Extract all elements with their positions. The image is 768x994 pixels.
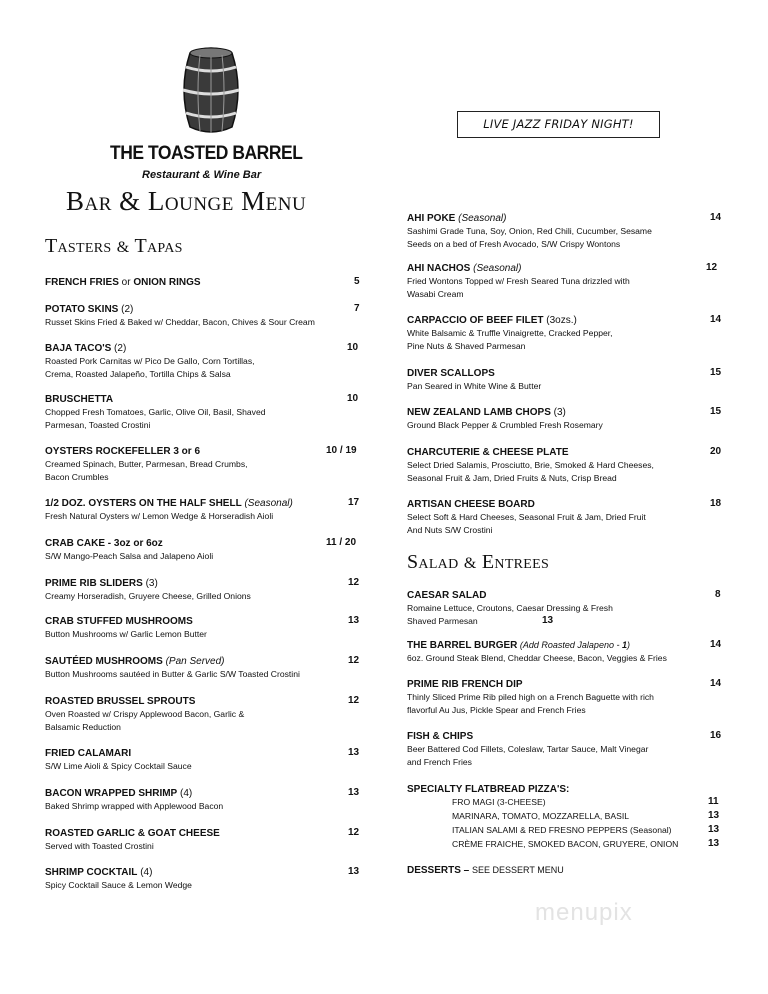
menu-item-ahi-poke	[407, 212, 652, 250]
item-desc: S/W Lime Aioli & Spicy Cocktail Sauce	[45, 761, 192, 771]
menu-item-crab-stuffed-mushrooms	[45, 615, 207, 641]
item-price: 13	[348, 787, 360, 798]
item-desc: Pine Nuts & Shaved Parmesan	[407, 340, 526, 351]
flatbread-price: 13	[708, 810, 720, 821]
item-note: (Pan Served)	[162, 656, 225, 667]
item-note: (Seasonal)	[455, 213, 507, 224]
item-desc: Button Mushrooms sautéed in Butter & Garlic S/W Toasted Crostini	[45, 669, 300, 679]
item-note-end: )	[626, 640, 630, 650]
item-price: 8	[715, 589, 721, 600]
menu-item-barrel-burger	[407, 639, 667, 665]
desserts-line	[407, 864, 564, 877]
desserts-text: SEE DESSERT MENU	[472, 865, 564, 875]
item-desc: Crema, Roasted Jalapeño, Tortilla Chips & Salsa	[45, 368, 231, 379]
brand-subtitle: Restaurant & Wine Bar	[142, 169, 262, 181]
section-title-amp: &	[116, 239, 130, 256]
watermark: menupix	[535, 899, 633, 926]
item-price: 16	[710, 730, 722, 741]
item-qty: (2)	[118, 304, 134, 315]
item-desc: Creamed Spinach, Butter, Parmesan, Bread Crumbs,	[45, 459, 248, 469]
item-note: (Add Roasted Jalapeno -	[517, 640, 622, 650]
item-qty: (4)	[137, 867, 153, 878]
item-name: FISH & CHIPS	[407, 731, 474, 742]
menu-item-ahi-nachos	[407, 262, 630, 300]
item-desc: flavorful Au Jus, Pickle Spear and French Fries	[407, 704, 586, 715]
item-name: ROASTED GARLIC & GOAT CHEESE	[45, 828, 220, 839]
item-price-secondary: 13	[542, 615, 554, 626]
item-desc: and French Fries	[407, 756, 472, 767]
item-desc: Ground Black Pepper & Crumbled Fresh Rosemary	[407, 420, 603, 430]
item-qty: (3ozs.)	[543, 315, 577, 326]
item-price: 15	[710, 367, 722, 378]
section-title-part: Tasters	[45, 235, 112, 257]
menu-item-charcuterie	[407, 446, 654, 484]
menu-title: Bar & Lounge Menu	[66, 186, 307, 216]
item-name: ROASTED BRUSSEL SPROUTS	[45, 696, 196, 707]
item-price: 11 / 20	[326, 537, 357, 548]
menu-item-oysters-rockefeller	[45, 445, 248, 483]
item-name: CAESAR SALAD	[407, 590, 487, 601]
section-title-part: Entrees	[481, 551, 550, 573]
item-desc: Roasted Pork Carnitas w/ Pico De Gallo, Corn Tortillas,	[45, 356, 255, 366]
item-desc: Pan Seared in White Wine & Butter	[407, 381, 542, 391]
item-desc: Balsamic Reduction	[45, 721, 121, 732]
item-name: 1/2 DOZ. OYSTERS ON THE HALF SHELL	[45, 498, 242, 509]
menu-item-potato-skins	[45, 303, 315, 329]
menu-item-shrimp-cocktail	[45, 866, 192, 892]
item-desc: Fried Wontons Topped w/ Fresh Seared Tuna drizzled with	[407, 276, 630, 286]
item-desc: Oven Roasted w/ Crispy Applewood Bacon, Garlic &	[45, 709, 245, 719]
item-desc: Seeds on a bed of Fresh Avocado, S/W Crispy Wontons	[407, 238, 621, 249]
barrel-logo	[180, 45, 242, 135]
item-name: SHRIMP COCKTAIL	[45, 867, 138, 878]
menu-item-lamb-chops	[407, 406, 603, 432]
item-price: 13	[348, 747, 360, 758]
section-title-entrees	[407, 551, 549, 574]
item-name: BAJA TACO'S	[45, 343, 112, 354]
item-price: 20	[710, 446, 722, 457]
item-desc: Sashimi Grade Tuna, Soy, Onion, Red Chili, Cucumber, Sesame	[407, 226, 652, 236]
item-price: 5	[354, 276, 360, 287]
item-name: BACON WRAPPED SHRIMP	[45, 788, 178, 799]
item-price: 13	[348, 615, 360, 626]
menu-item-diver-scallops	[407, 367, 541, 393]
item-name: AHI POKE	[407, 213, 456, 224]
item-name: AHI NACHOS	[407, 263, 471, 274]
item-name: BRUSCHETTA	[45, 394, 114, 405]
desserts-label: DESSERTS –	[407, 865, 473, 876]
menu-item-sauteed-mushrooms	[45, 655, 300, 681]
item-price: 10 / 19	[326, 445, 357, 456]
section-title-amp: &	[463, 555, 477, 572]
menu-item-baja-tacos	[45, 342, 255, 380]
flatbread-item: CRÈME FRAICHE, SMOKED BACON, GRUYERE, ONION	[452, 839, 679, 849]
menu-item-brussel-sprouts	[45, 695, 244, 733]
item-price: 7	[354, 303, 360, 314]
item-price: 10	[347, 342, 359, 353]
item-price: 14	[710, 314, 722, 325]
item-desc: Served with Toasted Crostini	[45, 841, 154, 851]
item-desc: Seasonal Fruit & Jam, Dried Fruits & Nuts, Crisp Bread	[407, 472, 617, 483]
item-price: 12	[348, 655, 360, 666]
item-desc: Shaved Parmesan	[407, 615, 478, 626]
item-name: FRIED CALAMARI	[45, 748, 132, 759]
item-desc: Creamy Horseradish, Gruyere Cheese, Grilled Onions	[45, 591, 251, 601]
item-desc: Bacon Crumbles	[45, 471, 109, 482]
flatbread-title: SPECIALTY FLATBREAD PIZZA'S:	[407, 784, 570, 795]
item-desc: And Nuts S/W Crostini	[407, 524, 493, 535]
menu-item-bruschetta	[45, 393, 266, 431]
menu-item-fish-chips	[407, 730, 648, 768]
item-desc: Select Dried Salamis, Prosciutto, Brie, Smoked & Hard Cheeses,	[407, 460, 654, 470]
menu-item-garlic-goat-cheese	[45, 827, 220, 853]
item-name: CHARCUTERIE & CHEESE PLATE	[407, 447, 569, 458]
menu-item-fried-calamari	[45, 747, 192, 773]
item-price: 12	[348, 827, 360, 838]
item-desc: Beer Battered Cod Fillets, Coleslaw, Tartar Sauce, Malt Vinegar	[407, 744, 649, 754]
item-name: POTATO SKINS	[45, 304, 119, 315]
flatbread-item: MARINARA, TOMATO, MOZZARELLA, BASIL	[452, 811, 630, 821]
menu-item-carpaccio	[407, 314, 613, 352]
item-price: 10	[347, 393, 359, 404]
item-name: CARPACCIO OF BEEF FILET	[407, 315, 544, 326]
section-title-part: Tapas	[134, 235, 183, 257]
menu-item-bacon-wrapped-shrimp	[45, 787, 223, 813]
item-name: PRIME RIB SLIDERS	[45, 578, 143, 589]
flatbread-item: FRO MAGI (3-CHEESE)	[452, 797, 546, 807]
item-name: DIVER SCALLOPS	[407, 368, 495, 379]
menu-item-prime-rib-sliders	[45, 577, 251, 603]
item-desc: Russet Skins Fried & Baked w/ Cheddar, Bacon, Chives & Sour Cream	[45, 317, 315, 327]
menu-item-crab-cake	[45, 537, 213, 563]
item-qty: (4)	[177, 788, 193, 799]
item-note: (Seasonal)	[241, 498, 293, 509]
item-desc: Button Mushrooms w/ Garlic Lemon Butter	[45, 629, 207, 639]
menu-item-artisan-cheese	[407, 498, 646, 536]
flatbread-price: 13	[708, 838, 720, 849]
jazz-banner: LIVE JAZZ FRIDAY NIGHT!	[457, 111, 660, 138]
item-price: 12	[348, 695, 360, 706]
item-name-secondary: ONION RINGS	[133, 277, 201, 288]
item-desc: Baked Shrimp wrapped with Applewood Bacon	[45, 801, 224, 811]
item-price: 12	[348, 577, 360, 588]
item-price: 17	[348, 497, 360, 508]
item-name: SAUTÉED MUSHROOMS	[45, 656, 163, 667]
menu-item-french-fries	[45, 276, 201, 289]
menu-item-half-shell-oysters	[45, 497, 293, 523]
menu-item-caesar-salad	[407, 589, 613, 627]
item-desc: Spicy Cocktail Sauce & Lemon Wedge	[45, 880, 192, 890]
item-connector: or	[118, 277, 134, 288]
item-name: THE BARREL BURGER	[407, 640, 518, 651]
item-price: 14	[710, 639, 722, 650]
item-note-price: 1	[621, 640, 627, 650]
item-price: 18	[710, 498, 722, 509]
item-price: 12	[706, 262, 718, 273]
section-title-part: Salad	[407, 551, 459, 573]
item-qty: (3)	[550, 407, 566, 418]
item-name: NEW ZEALAND LAMB CHOPS	[407, 407, 551, 418]
item-desc: Fresh Natural Oysters w/ Lemon Wedge & Horseradish Aioli	[45, 511, 274, 521]
item-desc: Romaine Lettuce, Croutons, Caesar Dressing & Fresh	[407, 603, 613, 613]
item-qty: (2)	[111, 343, 127, 354]
item-qty: (3)	[142, 578, 158, 589]
item-desc: Chopped Fresh Tomatoes, Garlic, Olive Oil, Basil, Shaved	[45, 407, 266, 417]
flatbread-price: 13	[708, 824, 720, 835]
item-name: ARTISAN CHEESE BOARD	[407, 499, 535, 510]
item-note: (Seasonal)	[470, 263, 522, 274]
item-desc: S/W Mango-Peach Salsa and Jalapeno Aioli	[45, 551, 214, 561]
item-price: 14	[710, 678, 722, 689]
flatbread-item: ITALIAN SALAMI & RED FRESNO PEPPERS (Seasonal)	[452, 825, 672, 835]
item-price: 13	[348, 866, 360, 877]
brand-name: THE TOASTED BARREL	[110, 143, 303, 164]
item-name: OYSTERS ROCKEFELLER 3 or 6	[45, 446, 201, 457]
item-desc: 6oz. Ground Steak Blend, Cheddar Cheese, Bacon, Veggies & Fries	[407, 653, 667, 663]
item-name: CRAB STUFFED MUSHROOMS	[45, 616, 193, 627]
item-price: 15	[710, 406, 722, 417]
item-name: CRAB CAKE - 3oz or 6oz	[45, 538, 163, 549]
item-desc: Select Soft & Hard Cheeses, Seasonal Fruit & Jam, Dried Fruit	[407, 512, 646, 522]
item-desc: Parmesan, Toasted Crostini	[45, 419, 151, 430]
item-name: PRIME RIB FRENCH DIP	[407, 679, 523, 690]
section-title-tasters	[45, 235, 183, 258]
flatbread-price: 11	[708, 796, 719, 807]
item-desc: Wasabi Cream	[407, 288, 464, 299]
flatbread-heading	[407, 783, 569, 796]
item-price: 14	[710, 212, 722, 223]
barrel-icon	[180, 45, 242, 135]
menu-item-prime-rib-dip	[407, 678, 654, 716]
item-desc: Thinly Sliced Prime Rib piled high on a French Baguette with rich	[407, 692, 654, 702]
item-desc: White Balsamic & Truffle Vinaigrette, Cracked Pepper,	[407, 328, 613, 338]
item-name: FRENCH FRIES	[45, 277, 119, 288]
